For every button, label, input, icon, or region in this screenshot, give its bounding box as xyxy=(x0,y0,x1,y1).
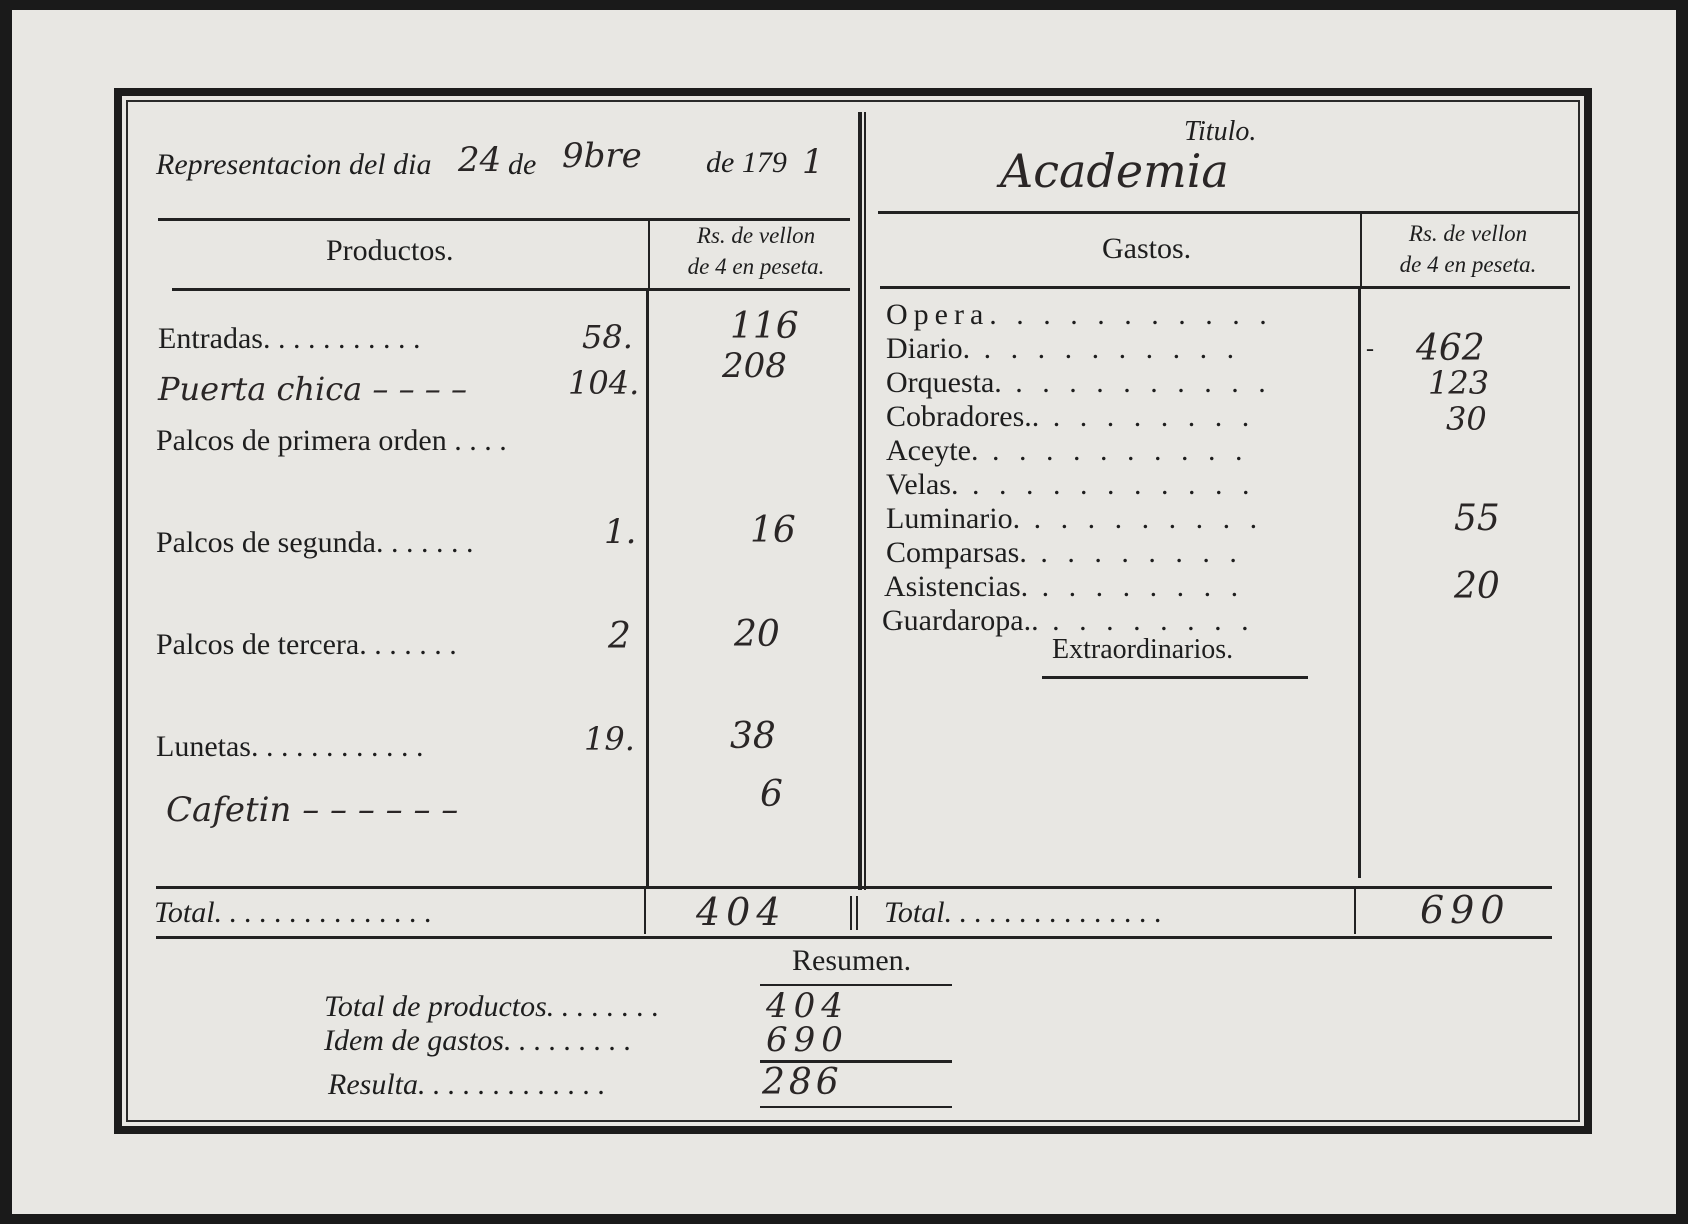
total-productos-label: Total de productos. . . . . . . . xyxy=(324,990,660,1023)
gastos-row-label-text: Cobradores.. xyxy=(886,400,1040,433)
gastos-row-label: Opera. . . . . . . . . . . xyxy=(886,298,1273,331)
center-divider xyxy=(858,112,862,890)
gastos-row-value: 20 xyxy=(1454,566,1500,607)
de-label: de xyxy=(508,148,537,181)
gastos-total-value: 690 xyxy=(1420,888,1511,932)
representacion-label: Representacion del dia xyxy=(156,148,432,181)
month-value: 9bre xyxy=(562,136,642,176)
gastos-row-label: Velas. . . . . . . . . . . . xyxy=(886,468,1256,501)
productos-col-header-1: Rs. de vellon xyxy=(696,223,816,248)
year-digit: 1 xyxy=(802,142,824,182)
gastos-row-label: Luminario. . . . . . . . . . xyxy=(886,502,1264,535)
rule xyxy=(156,886,1552,889)
titulo-label: Titulo. xyxy=(1184,116,1257,147)
rule xyxy=(760,1106,952,1108)
productos-col-header xyxy=(656,220,856,282)
productos-col-header-2: de 4 en peseta. xyxy=(687,254,825,279)
productos-total-value: 404 xyxy=(696,890,787,934)
productos-row-value: 208 xyxy=(722,346,787,386)
total-productos-value: 404 xyxy=(766,986,849,1026)
rule xyxy=(880,286,1570,289)
rule xyxy=(644,888,646,934)
productos-row-count: 1. xyxy=(604,512,637,552)
gastos-row-label-text: Velas. xyxy=(886,468,959,501)
rule xyxy=(1042,676,1308,679)
productos-row-value: 20 xyxy=(734,614,780,655)
resulta-label: Resulta. . . . . . . . . . . . . xyxy=(328,1068,606,1101)
gastos-row-label-text: Guardaropa.. xyxy=(882,604,1039,637)
gastos-col-header-2: de 4 en peseta. xyxy=(1399,252,1537,277)
day-value: 24 xyxy=(458,140,502,180)
productos-row-count: 19. xyxy=(584,720,635,758)
gastos-row-value: 123 xyxy=(1428,364,1490,402)
gastos-row-label: Comparsas. . . . . . . . . xyxy=(886,536,1243,569)
rule xyxy=(172,288,850,291)
gastos-total-label: Total. . . . . . . . . . . . . . . xyxy=(884,896,1163,929)
gastos-row-value: 30 xyxy=(1446,400,1487,438)
gastos-col-header xyxy=(1368,218,1568,280)
gastos-title: Gastos. xyxy=(1102,232,1192,265)
rule xyxy=(1360,212,1362,286)
gastos-value-divider xyxy=(1358,286,1361,878)
productos-row-label: Palcos de tercera. . . . . . . xyxy=(156,628,457,661)
productos-row-value: 6 xyxy=(760,774,783,815)
titulo-value: Academia xyxy=(1000,144,1229,198)
gastos-col-header-1: Rs. de vellon xyxy=(1408,221,1528,246)
gastos-row-label: Cobradores.. . . . . . . . . xyxy=(886,400,1256,433)
dash-mark: - xyxy=(1366,336,1374,362)
gastos-row-label-text: Diario. xyxy=(886,332,971,365)
gastos-row-label: Asistencias. . . . . . . . . xyxy=(884,570,1245,603)
resulta-value: 286 xyxy=(762,1062,843,1103)
rule xyxy=(856,896,858,930)
gastos-row-label-text: Luminario. xyxy=(886,502,1021,535)
productos-title: Productos. xyxy=(326,234,454,267)
productos-row-label: Puerta chica – – – – xyxy=(158,370,467,408)
gastos-row-label-text: Asistencias. xyxy=(884,570,1029,603)
rule xyxy=(156,936,1552,939)
productos-row-value: 116 xyxy=(730,306,799,347)
productos-total-label: Total. . . . . . . . . . . . . . . xyxy=(154,896,433,929)
idem-gastos-value: 690 xyxy=(766,1020,849,1060)
gastos-row-label-text: Comparsas. xyxy=(886,536,1027,569)
gastos-row-label-text: Aceyte. xyxy=(886,434,979,467)
resumen-title: Resumen. xyxy=(792,944,912,977)
gastos-row-label: Aceyte. . . . . . . . . . . xyxy=(886,434,1249,467)
productos-row-label: Palcos de primera orden . . . . xyxy=(156,424,507,457)
productos-row-count: 58. xyxy=(582,318,633,356)
gastos-row-label: Orquesta. . . . . . . . . . . xyxy=(886,366,1272,399)
center-divider-thin xyxy=(864,112,866,890)
gastos-row-label-text: Orquesta. xyxy=(886,366,1002,399)
productos-row-label: Palcos de segunda. . . . . . . xyxy=(156,526,474,559)
gastos-row-value: 55 xyxy=(1454,498,1500,539)
productos-row-count: 104. xyxy=(568,364,640,402)
gastos-row-label: Guardaropa.. . . . . . . . . xyxy=(882,604,1255,637)
extraordinarios-label: Extraordinarios. xyxy=(1052,634,1234,665)
rule xyxy=(1354,888,1356,934)
rule xyxy=(878,211,1578,214)
productos-row-count: 2 xyxy=(608,616,631,657)
productos-value-divider xyxy=(646,288,649,886)
productos-row-label: Cafetin – – – – – – xyxy=(166,790,459,830)
gastos-row-label-text: Opera. xyxy=(886,298,1003,331)
gastos-row-label: Diario. . . . . . . . . . . xyxy=(886,332,1241,365)
productos-row-label: Lunetas. . . . . . . . . . . . xyxy=(156,730,424,763)
productos-row-label: Entradas. . . . . . . . . . . xyxy=(158,322,421,355)
year-label: de 179 xyxy=(706,146,787,179)
rule xyxy=(850,896,852,930)
gastos-row-value: 462 xyxy=(1416,328,1485,369)
rule xyxy=(648,218,650,288)
idem-gastos-label: Idem de gastos. . . . . . . . . xyxy=(324,1024,632,1057)
productos-row-value: 38 xyxy=(730,716,776,757)
productos-row-value: 16 xyxy=(750,510,796,551)
